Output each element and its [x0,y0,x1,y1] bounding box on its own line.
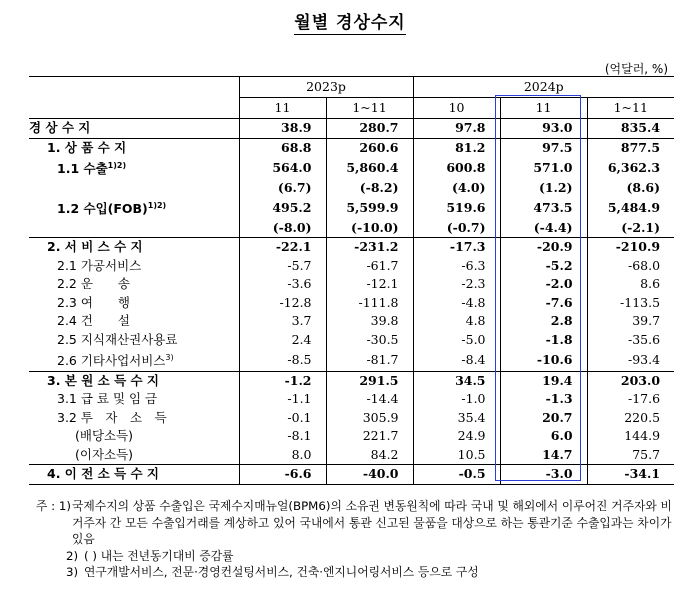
cell-value: -1.2 [239,371,326,390]
cell-value: -2.0 [500,275,587,294]
row-label: 3.1 급 료 및 임 금 [57,391,158,406]
cell-value: -10.6 [500,349,587,371]
cell-value: -17.3 [413,238,500,257]
footnotes [36,498,676,581]
row-label: 1.1 수출$^{1)2)}$ [57,161,127,176]
page-title: 월별 경상수지 [294,13,406,33]
cell-value: 4.8 [413,312,500,331]
table-row [29,371,674,390]
table-row [29,275,674,294]
cell-value: -61.7 [326,257,413,276]
table-row [29,409,674,428]
footnote-ref: 3) [165,353,174,362]
table-row [29,349,674,371]
row-label [29,179,239,198]
cell-value: 39.8 [326,312,413,331]
cell-value: 280.7 [326,119,413,139]
table-row [29,312,674,331]
row-label: (이자소득) [75,446,134,462]
row-label: 2.1 가공서비스 [57,257,142,273]
cell-value: 38.9 [239,119,326,139]
cell-value: (8.6) [587,179,674,198]
footnote: 3) 연구개발서비스, 전문·경영컨설팅서비스, 건축·엔지니어링서비스 등으로 구성 [66,565,479,579]
cell-value: -0.5 [413,465,500,485]
cell-value: 5,599.9 [326,197,413,219]
cell-value: 877.5 [587,138,674,157]
row-label: 경 상 수 지 [29,119,239,139]
cell-value: -231.2 [326,238,413,257]
footnote-ref: 1)2) [107,161,127,170]
cell-value: 3.7 [239,312,326,331]
row-label: 1.2 수입(FOB)$^{1)2)}$ [57,201,167,216]
cell-value: -5.2 [500,257,587,276]
cell-value: 2.4 [239,331,326,350]
cell-value: 84.2 [326,446,413,465]
table-row [29,390,674,409]
footnote: 2) ( ) 내는 전년동기대비 증감률 [66,548,234,563]
cell-value: 75.7 [587,446,674,465]
cell-value: -1.8 [500,331,587,350]
cell-value: (1.2) [500,179,587,198]
header-year-2024: 2024p [413,77,674,98]
cell-value: -93.4 [587,349,674,371]
unit-label: (억달러, %) [604,62,668,76]
cell-value: -34.1 [587,465,674,485]
cell-value: -12.1 [326,275,413,294]
cell-value: 305.9 [326,409,413,428]
current-account-table [29,76,674,485]
cell-value: 8.0 [239,446,326,465]
cell-value: -4.8 [413,294,500,313]
row-label: 3.2 투 자 소 득 [57,409,167,425]
cell-value: -6.6 [239,465,326,485]
header-col: 1~11 [587,98,674,119]
cell-value: 34.5 [413,371,500,390]
cell-value: 6,362.3 [587,157,674,179]
table-row [29,331,674,350]
cell-value: (-4.4) [500,219,587,238]
cell-value: -12.8 [239,294,326,313]
cell-value: -5.7 [239,257,326,276]
cell-value: -17.6 [587,390,674,409]
cell-value: (-10.0) [326,219,413,238]
cell-value: -0.1 [239,409,326,428]
cell-value: -14.4 [326,390,413,409]
row-label: (배당소득) [75,428,134,443]
cell-value: -1.1 [239,390,326,409]
row-label: 2.3 여 행 [57,294,131,310]
cell-value: (6.7) [239,179,326,198]
cell-value: 473.5 [500,197,587,219]
cell-value: -113.5 [587,294,674,313]
cell-value: -35.6 [587,331,674,350]
cell-value: 5,860.4 [326,157,413,179]
cell-value: 203.0 [587,371,674,390]
cell-value: 14.7 [500,446,587,465]
row-label: 1. 상 품 수 지 [29,138,239,157]
row-label: 2.2 운 송 [57,276,131,291]
cell-value: 495.2 [239,197,326,219]
cell-value: -210.9 [587,238,674,257]
table-row [29,157,674,179]
table-row [29,119,674,139]
cell-value: 97.8 [413,119,500,139]
cell-value: 220.5 [587,409,674,428]
table-row [29,465,674,485]
cell-value: 2.8 [500,312,587,331]
cell-value: (4.0) [413,179,500,198]
cell-value: 835.4 [587,119,674,139]
row-label: 2.5 지식재산권사용료 [57,331,178,347]
table-row [29,427,674,446]
header-col: 11 [239,98,326,119]
cell-value: -8.4 [413,349,500,371]
cell-value: 93.0 [500,119,587,139]
cell-value: -68.0 [587,257,674,276]
cell-value: -30.5 [326,331,413,350]
cell-value: 97.5 [500,138,587,157]
table-row [29,197,674,219]
cell-value: 571.0 [500,157,587,179]
cell-value: 564.0 [239,157,326,179]
table-row [29,294,674,313]
row-label: 4. 이 전 소 득 수 지 [29,465,239,485]
row-label: 2.6 기타사업서비스$^{3)}$ [57,353,174,368]
table-row [29,179,674,198]
row-label: 2. 서 비 스 수 지 [29,238,239,257]
cell-value: (-2.1) [587,219,674,238]
cell-value: 5,484.9 [587,197,674,219]
header-year-2023: 2023p [239,77,413,98]
table-row [29,257,674,276]
cell-value: -7.6 [500,294,587,313]
cell-value: (-0.7) [413,219,500,238]
cell-value: 600.8 [413,157,500,179]
row-label: 3. 본 원 소 득 수 지 [29,371,239,390]
cell-value: -3.6 [239,275,326,294]
table-body [29,119,674,485]
cell-value: -8.1 [239,427,326,446]
table-row [29,219,674,238]
cell-value: 8.6 [587,275,674,294]
cell-value: -6.3 [413,257,500,276]
cell-value: 144.9 [587,427,674,446]
cell-value: (-8.2) [326,179,413,198]
table-row [29,238,674,257]
cell-value: 6.0 [500,427,587,446]
cell-value: -20.9 [500,238,587,257]
cell-value: 519.6 [413,197,500,219]
cell-value: -1.3 [500,390,587,409]
table-row [29,138,674,157]
cell-value: -2.3 [413,275,500,294]
header-blank [29,77,239,119]
cell-value: 81.2 [413,138,500,157]
row-label: 2.4 건 설 [57,313,131,328]
cell-value: 291.5 [326,371,413,390]
cell-value: 10.5 [413,446,500,465]
cell-value: -111.8 [326,294,413,313]
cell-value: -81.7 [326,349,413,371]
header-col: 1~11 [326,98,413,119]
cell-value: -3.0 [500,465,587,485]
cell-value: -40.0 [326,465,413,485]
cell-value: -1.0 [413,390,500,409]
table-row [29,446,674,465]
cell-value: 20.7 [500,409,587,428]
cell-value: 68.8 [239,138,326,157]
cell-value: 35.4 [413,409,500,428]
cell-value: 221.7 [326,427,413,446]
cell-value: 39.7 [587,312,674,331]
row-label [29,219,239,238]
header-col: 10 [413,98,500,119]
cell-value: 24.9 [413,427,500,446]
cell-value: -5.0 [413,331,500,350]
cell-value: (-8.0) [239,219,326,238]
cell-value: -8.5 [239,349,326,371]
header-col: 11 [500,98,587,119]
footnote-ref: 1)2) [147,201,167,210]
footnote: 주 : 1) 국제수지의 상품 수출입은 국제수지매뉴얼(BPM6)의 소유권 변동원칙에 따라 국내 및 해외에서 이루어진 거주자와 비거주자 간 모든 수출입거래를 계상하고 있어 국내에서 통관 신고된 물품을 대상으로 하는 통관기준 수출입과는 차이가 있음 [36,499,672,546]
cell-value: 260.6 [326,138,413,157]
cell-value: -22.1 [239,238,326,257]
cell-value: 19.4 [500,371,587,390]
